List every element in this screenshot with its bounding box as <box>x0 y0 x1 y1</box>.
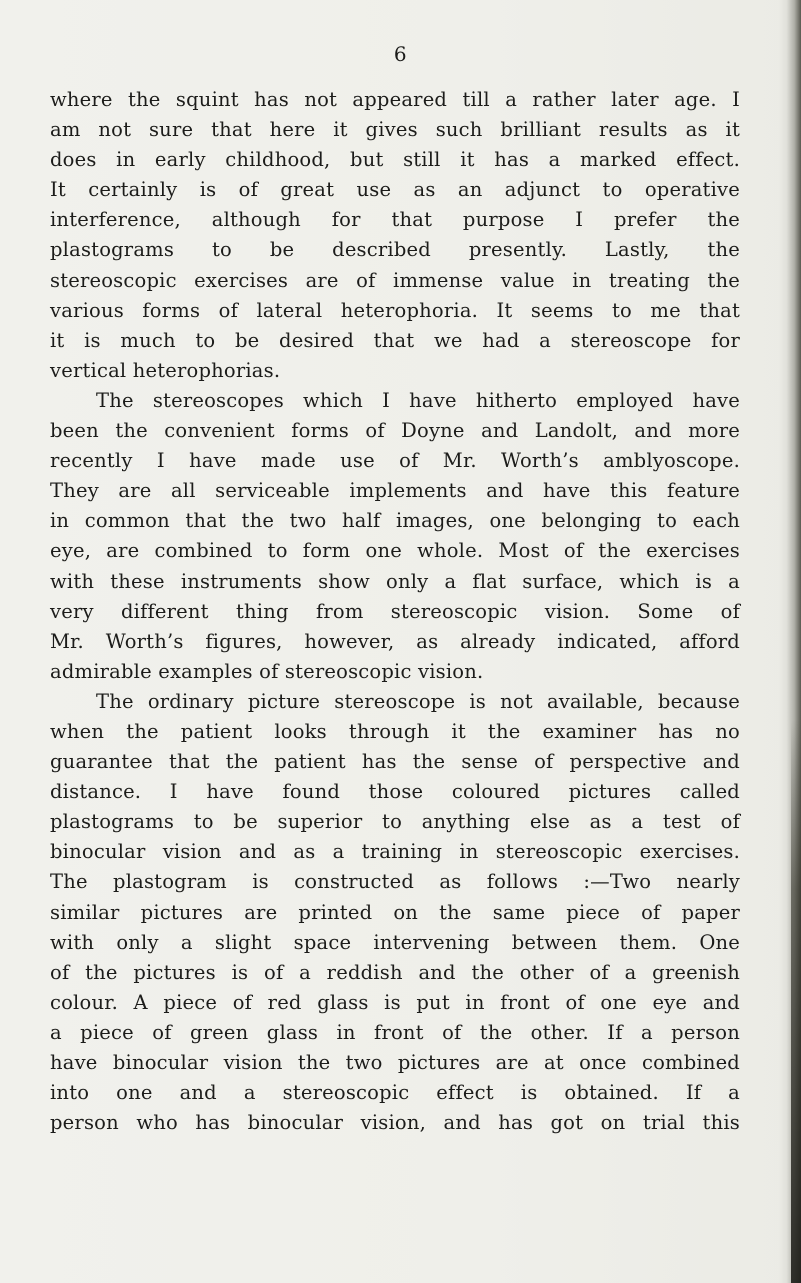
text-line: where the squint has not appeared till a rather later age. I <box>50 88 740 111</box>
text-line: been the convenient forms of Doyne and Landolt, and more <box>50 419 740 443</box>
binding-shadow <box>791 720 801 1283</box>
text-line: distance. I have found those coloured pictures called <box>50 780 740 804</box>
text-line: into one and a stereoscopic effect is obtained. If a <box>50 1081 740 1105</box>
text-line: person who has binocular vision, and has got on trial this <box>50 1111 740 1135</box>
text-line: vertical heterophorias. <box>50 358 281 382</box>
text-line: very different thing from stereoscopic vision. Some of <box>50 599 740 623</box>
text-line: plastograms to be superior to anything else as a test of <box>50 810 740 834</box>
page-number: 6 <box>393 42 408 66</box>
text-line: eye, are combined to form one whole. Most of the exercises <box>50 539 740 563</box>
body-text <box>50 85 740 1138</box>
text-line: guarantee that the patient has the sense of perspective and <box>50 750 740 774</box>
text-line: The stereoscopes which I have hitherto employed have <box>96 388 740 412</box>
text-line: various forms of lateral heterophoria. It seems to me that <box>50 298 740 322</box>
text-line: stereoscopic exercises are of immense value in treating the <box>50 268 740 292</box>
text-line: of the pictures is of a reddish and the other of a greenish <box>50 960 740 984</box>
text-line: interference, although for that purpose I prefer the <box>50 208 740 232</box>
text-line: plastograms to be described presently. Lastly, the <box>50 238 740 262</box>
text-line: am not sure that here it gives such brilliant results as it <box>50 118 740 142</box>
text-line: in common that the two half images, one belonging to each <box>50 509 740 533</box>
text-line: Mr. Worth’s figures, however, as already indicated, afford <box>50 629 740 653</box>
text-line: binocular vision and as a training in stereoscopic exercises. <box>50 840 740 864</box>
text-line: it is much to be desired that we had a stereoscope for <box>50 328 740 352</box>
text-line: with only a slight space intervening between them. One <box>50 930 740 954</box>
text-line: similar pictures are printed on the same piece of paper <box>50 900 740 924</box>
text-line: recently I have made use of Mr. Worth’s amblyoscope. <box>50 449 740 473</box>
text-line: with these instruments show only a flat surface, which is a <box>50 569 740 593</box>
text-line: They are all serviceable implements and have this feature <box>50 479 740 503</box>
text-line: when the patient looks through it the examiner has no <box>50 719 740 743</box>
text-line: The ordinary picture stereoscope is not available, because <box>96 689 740 713</box>
text-line: The plastogram is constructed as follows :—Two nearly <box>50 870 740 894</box>
text-line: It certainly is of great use as an adjunct to operative <box>50 178 740 202</box>
text-line: does in early childhood, but still it has a marked effect. <box>50 148 740 172</box>
text-line: have binocular vision the two pictures are at once combined <box>50 1051 740 1074</box>
text-line: admirable examples of stereoscopic vision. <box>50 659 484 683</box>
text-line: colour. A piece of red glass is put in front of one eye and <box>50 990 740 1014</box>
text-line: a piece of green glass in front of the other. If a person <box>50 1020 740 1044</box>
